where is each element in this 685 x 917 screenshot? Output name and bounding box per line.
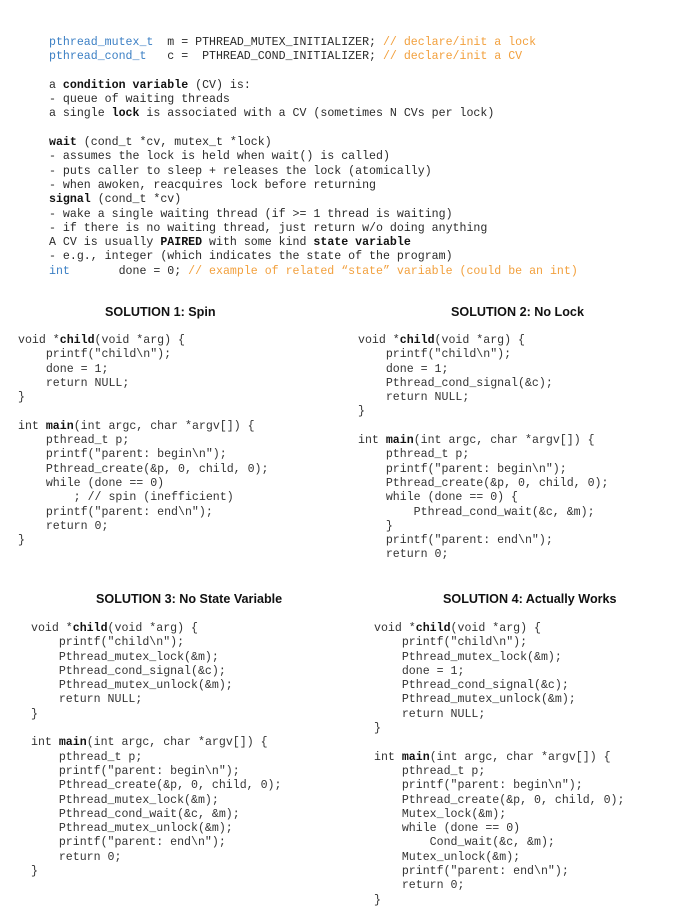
code-line: pthread_t p; xyxy=(18,434,130,448)
code-line xyxy=(374,736,624,750)
cond-declaration: pthread_cond_t c = PTHREAD_COND_INITIALIZER; // declare/init a CV xyxy=(49,50,523,64)
wait-item: - when awoken, reacquires lock before returning xyxy=(49,178,376,192)
cv-heading: a condition variable (CV) is: xyxy=(49,78,251,92)
code-line: printf("parent: end\n"); xyxy=(358,534,553,548)
intro-block xyxy=(49,36,669,279)
code-line: Pthread_cond_wait(&c, &m); xyxy=(358,505,595,519)
code-line: int main(int argc, char *argv[]) { xyxy=(374,750,611,764)
code-line: } xyxy=(31,865,38,879)
code-line: return NULL; xyxy=(358,391,470,405)
code-line: return NULL; xyxy=(18,376,130,390)
code-line: return NULL; xyxy=(31,693,143,707)
code-line: Pthread_mutex_unlock(&m); xyxy=(31,822,233,836)
code-line: return 0; xyxy=(374,879,465,893)
code-line: done = 1; xyxy=(374,664,465,678)
state-variable-declaration: int done = 0; // example of related “state” variable (could be an int) xyxy=(49,264,578,278)
code-line: int main(int argc, char *argv[]) { xyxy=(18,419,255,433)
code-line: return 0; xyxy=(31,850,122,864)
code-line: Pthread_cond_wait(&c, &m); xyxy=(31,807,240,821)
wait-signature: wait (cond_t *cv, mutex_t *lock) xyxy=(49,136,272,150)
solution-2-title: SOLUTION 2: No Lock xyxy=(451,305,584,319)
code-line: printf("parent: end\n"); xyxy=(18,505,213,519)
code-line: } xyxy=(358,405,365,419)
signal-signature: signal (cond_t *cv) xyxy=(49,193,182,207)
solution-4-code xyxy=(374,622,624,908)
code-line: Pthread_mutex_unlock(&m); xyxy=(374,693,576,707)
example-note: - e.g., integer (which indicates the state of the program) xyxy=(49,250,453,264)
code-line: void *child(void *arg) { xyxy=(18,334,185,347)
code-line: printf("parent: begin\n"); xyxy=(18,448,227,462)
code-line: } xyxy=(18,391,25,405)
signal-item: - if there is no waiting thread, just return w/o doing anything xyxy=(49,221,488,235)
code-line: pthread_t p; xyxy=(31,750,143,764)
solution-3-title: SOLUTION 3: No State Variable xyxy=(96,592,283,606)
code-line: Pthread_create(&p, 0, child, 0); xyxy=(374,793,625,807)
code-line: done = 1; xyxy=(18,362,109,376)
code-line: pthread_t p; xyxy=(358,448,470,462)
code-line: } xyxy=(358,519,393,533)
paired-note: A CV is usually PAIRED with some kind state variable xyxy=(49,236,411,250)
cv-item: - queue of waiting threads xyxy=(49,93,230,107)
code-line: ; // spin (inefficient) xyxy=(18,491,234,505)
code-line: int main(int argc, char *argv[]) { xyxy=(31,736,268,750)
code-line: printf("parent: begin\n"); xyxy=(358,462,567,476)
code-line xyxy=(31,722,281,736)
code-line: printf("child\n"); xyxy=(358,348,512,362)
code-line: Pthread_mutex_unlock(&m); xyxy=(31,679,233,693)
code-line: while (done == 0) xyxy=(18,476,165,490)
code-line: } xyxy=(374,722,381,736)
code-line: Pthread_create(&p, 0, child, 0); xyxy=(18,462,269,476)
code-line xyxy=(18,405,268,419)
code-line: printf("parent: begin\n"); xyxy=(31,764,240,778)
cv-lock-note: a single lock is associated with a CV (sometimes N CVs per lock) xyxy=(49,107,495,121)
function-name: main xyxy=(58,736,87,750)
code-line: Pthread_cond_signal(&c); xyxy=(31,664,226,678)
function-name: child xyxy=(399,334,435,347)
mutex-declaration: pthread_mutex_t m = PTHREAD_MUTEX_INITIALIZER; // declare/init a lock xyxy=(49,36,537,49)
solution-1-title: SOLUTION 1: Spin xyxy=(105,305,216,319)
function-name: main xyxy=(45,419,74,433)
code-line xyxy=(358,420,608,434)
code-line: Pthread_mutex_lock(&m); xyxy=(374,650,562,664)
code-line: void *child(void *arg) { xyxy=(374,622,541,635)
code-line: printf("parent: end\n"); xyxy=(374,865,569,879)
code-line: return NULL; xyxy=(374,707,486,721)
code-line: pthread_t p; xyxy=(374,764,486,778)
code-line: Pthread_mutex_lock(&m); xyxy=(31,650,219,664)
solution-1-code xyxy=(18,334,268,548)
code-line: int main(int argc, char *argv[]) { xyxy=(358,434,595,448)
code-line: Pthread_create(&p, 0, child, 0); xyxy=(358,476,609,490)
code-line: Pthread_mutex_lock(&m); xyxy=(31,793,219,807)
solution-3-code xyxy=(31,622,281,879)
function-name: main xyxy=(385,434,414,448)
wait-item: - puts caller to sleep + releases the lock (atomically) xyxy=(49,164,432,178)
function-name: child xyxy=(72,622,108,635)
code-line: Pthread_cond_signal(&c); xyxy=(358,376,553,390)
code-line: } xyxy=(374,893,381,907)
code-line: } xyxy=(18,534,25,548)
code-line: void *child(void *arg) { xyxy=(31,622,198,635)
code-line: return 0; xyxy=(18,519,109,533)
signal-item: - wake a single waiting thread (if >= 1 thread is waiting) xyxy=(49,207,453,221)
code-line: Pthread_create(&p, 0, child, 0); xyxy=(31,779,282,793)
code-line: return 0; xyxy=(358,548,449,562)
function-name: main xyxy=(401,750,430,764)
function-name: child xyxy=(59,334,95,347)
solution-4-title: SOLUTION 4: Actually Works xyxy=(443,592,617,606)
wait-item: - assumes the lock is held when wait() is called) xyxy=(49,150,390,164)
code-line: printf("child\n"); xyxy=(374,636,528,650)
function-name: child xyxy=(415,622,451,635)
code-line: void *child(void *arg) { xyxy=(358,334,525,347)
code-line: done = 1; xyxy=(358,362,449,376)
code-line: printf("parent: end\n"); xyxy=(31,836,226,850)
code-line: } xyxy=(31,707,38,721)
code-line: printf("child\n"); xyxy=(31,636,185,650)
code-line: Pthread_cond_signal(&c); xyxy=(374,679,569,693)
solution-2-code xyxy=(358,334,608,563)
code-line: while (done == 0) xyxy=(374,822,521,836)
code-line: Cond_wait(&c, &m); xyxy=(374,836,555,850)
code-line: printf("child\n"); xyxy=(18,348,172,362)
code-line: while (done == 0) { xyxy=(358,491,519,505)
code-line: Mutex_lock(&m); xyxy=(374,807,507,821)
code-line: printf("parent: begin\n"); xyxy=(374,779,583,793)
code-line: Mutex_unlock(&m); xyxy=(374,850,521,864)
